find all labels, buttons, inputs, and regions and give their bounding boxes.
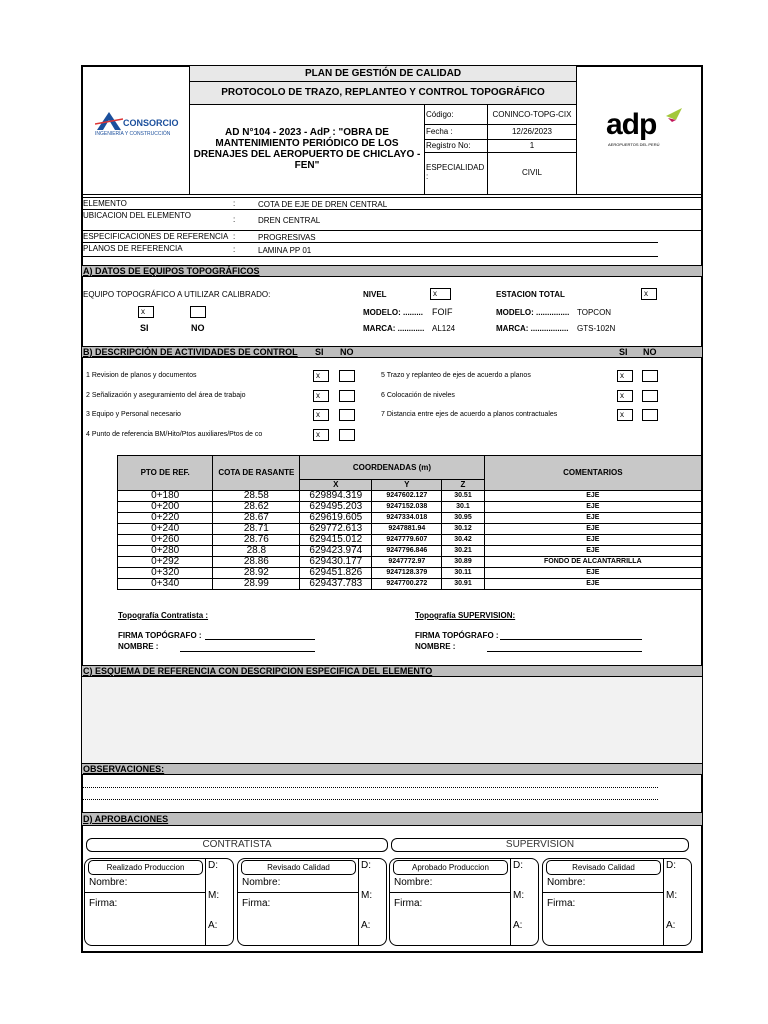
observaciones-title: OBSERVACIONES: <box>83 764 165 774</box>
approval-month-label: M: <box>513 890 525 901</box>
project-name: AD N°104 - 2023 - AdP : "OBRA DE MANTENIMIENTO PERIÓDICO DE LOS DRENAJES DEL AEROPUERTO DE CHICLAYO - FEN" <box>193 127 421 171</box>
codigo-value: CONINCO-TOPG-CIX <box>492 110 572 119</box>
info-value: LAMINA PP 01 <box>258 246 312 255</box>
nivel-checkbox[interactable]: x <box>430 288 451 300</box>
cell-pto: 0+220 <box>118 513 213 524</box>
table-row <box>118 491 702 502</box>
cell-pto: 0+260 <box>118 535 213 546</box>
col-header-cota: COTA DE RASANTE <box>213 456 300 491</box>
cell-cota: 28.86 <box>213 557 300 568</box>
cell-x: 629437.783 <box>300 579 372 590</box>
cell-y: 9247128.379 <box>372 568 442 579</box>
section-a-title: A) DATOS DE EQUIPOS TOPOGRÁFICOS <box>83 266 260 276</box>
approval-box-title: Aprobado Produccion <box>412 863 489 872</box>
cell-cota: 28.8 <box>213 546 300 557</box>
approval-nombre-label: Nombre: <box>394 877 433 888</box>
nivel-modelo-value: FOIF <box>432 307 453 317</box>
cell-z: 30.21 <box>442 546 484 557</box>
table-row <box>118 502 702 513</box>
cell-z: 30.42 <box>442 535 484 546</box>
col-header-pto: PTO DE REF. <box>118 456 213 491</box>
contratista-header: CONTRATISTA <box>202 839 272 850</box>
firma-topografo-label: FIRMA TOPÓGRAFO : <box>415 631 499 640</box>
doc-title: PLAN DE GESTIÓN DE CALIDAD <box>304 68 462 79</box>
registro-value: 1 <box>529 141 535 150</box>
calibrado-no-checkbox[interactable] <box>190 306 206 318</box>
approval-day-label: D: <box>513 860 523 871</box>
cell-cota: 28.71 <box>213 524 300 535</box>
cell-x: 629495.203 <box>300 502 372 513</box>
cell-pto: 0+240 <box>118 524 213 535</box>
table-row <box>118 546 702 557</box>
cell-y: 9247796.846 <box>372 546 442 557</box>
cell-comentario: EJE <box>484 513 701 524</box>
nivel-label: NIVEL <box>363 290 387 299</box>
cell-x: 629451.826 <box>300 568 372 579</box>
estacion-label: ESTACION TOTAL <box>496 290 565 299</box>
approval-firma-label: Firma: <box>242 898 271 909</box>
coordinates-table <box>117 455 702 590</box>
table-row <box>118 524 702 535</box>
especialidad-value: CIVIL <box>521 168 542 177</box>
firma-topografo-label: FIRMA TOPÓGRAFO : <box>118 631 202 640</box>
nivel-marca-value: AL124 <box>432 324 456 333</box>
esquema-area[interactable] <box>82 677 702 763</box>
activity-no-checkbox[interactable] <box>339 409 355 421</box>
cell-y: 9247700.272 <box>372 579 442 590</box>
info-label: PLANOS DE REFERENCIA <box>83 244 183 253</box>
info-colon: : <box>233 232 236 241</box>
fecha-label: Fecha : <box>426 127 453 136</box>
estacion-modelo-value: TOPCON <box>577 308 612 317</box>
no-header: NO <box>643 347 657 357</box>
cell-z: 30.51 <box>442 491 484 502</box>
approval-day-label: D: <box>666 860 676 871</box>
approval-year-label: A: <box>208 920 218 931</box>
nivel-marca-label: MARCA: ............ <box>363 324 425 333</box>
cell-y: 9247772.97 <box>372 557 442 568</box>
cell-z: 30.91 <box>442 579 484 590</box>
approval-firma-label: Firma: <box>394 898 423 909</box>
table-row <box>118 579 702 590</box>
approval-box <box>237 858 387 946</box>
approval-month-label: M: <box>361 890 373 901</box>
activity-item: 1 Revision de planos y documentos <box>86 372 197 379</box>
cell-y: 9247152.038 <box>372 502 442 513</box>
activity-si-checkbox[interactable]: x <box>617 409 633 421</box>
approval-nombre-label: Nombre: <box>242 877 281 888</box>
activity-si-checkbox[interactable]: x <box>617 370 633 382</box>
cell-comentario: EJE <box>484 524 701 535</box>
activity-item: 2 Señalización y aseguramiento del área de trabajo <box>86 392 246 399</box>
adp-logo <box>604 108 684 156</box>
consorcio-logo <box>93 108 188 140</box>
approval-day-label: D: <box>208 860 218 871</box>
activity-si-checkbox[interactable]: x <box>313 390 329 402</box>
approval-month-label: M: <box>208 890 220 901</box>
approval-nombre-label: Nombre: <box>89 877 128 888</box>
activity-item: 5 Trazo y replanteo de ejes de acuerdo a planos <box>381 372 531 379</box>
adp-logo-text: adp <box>606 108 657 141</box>
calibrado-si-checkbox[interactable]: x <box>138 306 154 318</box>
estacion-marca-value: GTS-102N <box>577 324 616 333</box>
approval-box <box>389 858 539 946</box>
activity-no-checkbox[interactable] <box>642 370 658 382</box>
estacion-checkbox[interactable]: x <box>641 288 657 300</box>
cell-x: 629619.605 <box>300 513 372 524</box>
col-header-coordenadas: COORDENADAS (m) <box>300 456 484 480</box>
adp-logo-sub: AEROPUERTOS DEL PERÚ <box>608 142 660 147</box>
si-label: SI <box>140 323 149 333</box>
activity-no-checkbox[interactable] <box>339 390 355 402</box>
cell-x: 629772.613 <box>300 524 372 535</box>
nombre-label: NOMBRE : <box>415 642 456 651</box>
cell-pto: 0+292 <box>118 557 213 568</box>
cell-pto: 0+200 <box>118 502 213 513</box>
activity-no-checkbox[interactable] <box>642 409 658 421</box>
section-b-title: B) DESCRIPCIÓN DE ACTIVIDADES DE CONTROL <box>83 347 298 357</box>
approval-box-title: Revisado Calidad <box>267 863 330 872</box>
info-label: ESPECIFICACIONES DE REFERENCIA <box>83 232 229 241</box>
cell-comentario: FONDO DE ALCANTARRILLA <box>484 557 701 568</box>
table-row <box>118 568 702 579</box>
cell-x: 629415.012 <box>300 535 372 546</box>
activity-si-checkbox[interactable]: x <box>313 370 329 382</box>
info-value: DREN CENTRAL <box>258 216 321 225</box>
cell-cota: 28.76 <box>213 535 300 546</box>
cell-comentario: EJE <box>484 568 701 579</box>
approval-day-label: D: <box>361 860 371 871</box>
approval-box-title: Revisado Calidad <box>572 863 635 872</box>
activity-si-checkbox[interactable]: x <box>313 429 329 441</box>
cell-z: 30.1 <box>442 502 484 513</box>
col-header-comentarios: COMENTARIOS <box>484 456 701 491</box>
cell-z: 30.11 <box>442 568 484 579</box>
cell-y: 9247779.607 <box>372 535 442 546</box>
si-header: SI <box>315 347 324 357</box>
activity-no-checkbox[interactable] <box>642 390 658 402</box>
cell-cota: 28.58 <box>213 491 300 502</box>
activity-si-checkbox[interactable]: x <box>313 409 329 421</box>
topografia-contratista-label: Topografía Contratista : <box>118 611 209 620</box>
cell-comentario: EJE <box>484 546 701 557</box>
approval-box-title: Realizado Produccion <box>106 863 185 872</box>
info-label: ELEMENTO <box>83 199 127 208</box>
cell-z: 30.95 <box>442 513 484 524</box>
section-c-title: C) ESQUEMA DE REFERENCIA CON DESCRIPCION ESPECIFICA DEL ELEMENTO <box>83 666 433 676</box>
info-colon: : <box>233 215 236 224</box>
table-row <box>118 535 702 546</box>
cell-cota: 28.99 <box>213 579 300 590</box>
no-label: NO <box>191 323 205 333</box>
col-header-z: Z <box>442 480 484 491</box>
info-colon: : <box>233 199 236 208</box>
no-header: NO <box>340 347 354 357</box>
activity-item: 6 Colocación de niveles <box>381 392 455 399</box>
approval-firma-label: Firma: <box>89 898 118 909</box>
consorcio-logo-text: CONSORCIO <box>123 118 179 128</box>
cell-x: 629894.319 <box>300 491 372 502</box>
section-d-title: D) APROBACIONES <box>83 814 169 824</box>
info-value: COTA DE EJE DE DREN CENTRAL <box>258 200 388 209</box>
fecha-value: 12/26/2023 <box>511 127 553 136</box>
cell-comentario: EJE <box>484 491 701 502</box>
table-row <box>118 557 702 568</box>
cell-y: 9247881.94 <box>372 524 442 535</box>
estacion-modelo-label: MODELO: ............... <box>496 308 570 317</box>
cell-cota: 28.62 <box>213 502 300 513</box>
info-label: UBICACION DEL ELEMENTO <box>83 211 192 220</box>
approval-box <box>542 858 692 946</box>
approval-box <box>84 858 234 946</box>
col-header-y: Y <box>372 480 442 491</box>
cell-x: 629423.974 <box>300 546 372 557</box>
supervision-header: SUPERVISION <box>505 839 575 850</box>
cell-pto: 0+340 <box>118 579 213 590</box>
info-colon: : <box>233 245 236 254</box>
activity-no-checkbox[interactable] <box>339 370 355 382</box>
registro-label: Registro No: <box>426 141 471 150</box>
approval-year-label: A: <box>666 920 676 931</box>
cell-x: 629430.177 <box>300 557 372 568</box>
consorcio-logo-icon <box>95 110 123 132</box>
info-value: PROGRESIVAS <box>258 233 316 242</box>
nombre-label: NOMBRE : <box>118 642 159 651</box>
cell-pto: 0+280 <box>118 546 213 557</box>
si-header: SI <box>619 347 628 357</box>
doc-subtitle: PROTOCOLO DE TRAZO, REPLANTEO Y CONTROL TOPOGRÁFICO <box>221 87 545 98</box>
cell-y: 9247602.127 <box>372 491 442 502</box>
table-row <box>118 513 702 524</box>
cell-pto: 0+320 <box>118 568 213 579</box>
approval-year-label: A: <box>513 920 523 931</box>
activity-item: 3 Equipo y Personal necesario <box>86 411 181 418</box>
cell-z: 30.89 <box>442 557 484 568</box>
equipo-label: EQUIPO TOPOGRÁFICO A UTILIZAR CALIBRADO: <box>83 290 271 299</box>
activity-item: 4 Punto de referencia BM/Hito/Ptos auxiliares/Ptos de co <box>86 431 263 438</box>
activity-si-checkbox[interactable]: x <box>617 390 633 402</box>
cell-comentario: EJE <box>484 502 701 513</box>
topografia-supervision-label: Topografía SUPERVISION: <box>415 611 516 620</box>
cell-comentario: EJE <box>484 579 701 590</box>
cell-comentario: EJE <box>484 535 701 546</box>
col-header-x: X <box>300 480 372 491</box>
cell-pto: 0+180 <box>118 491 213 502</box>
cell-z: 30.12 <box>442 524 484 535</box>
especialidad-label: ESPECIALIDAD : <box>426 163 485 181</box>
cell-cota: 28.92 <box>213 568 300 579</box>
consorcio-logo-sub: INGENIERÍA Y CONSTRUCCIÓN <box>95 131 171 137</box>
cell-cota: 28.67 <box>213 513 300 524</box>
approval-month-label: M: <box>666 890 678 901</box>
approval-year-label: A: <box>361 920 371 931</box>
activity-no-checkbox[interactable] <box>339 429 355 441</box>
codigo-label: Código: <box>426 110 454 119</box>
cell-y: 9247334.018 <box>372 513 442 524</box>
nivel-modelo-label: MODELO: ......... <box>363 308 423 317</box>
approval-firma-label: Firma: <box>547 898 576 909</box>
estacion-marca-label: MARCA: ................. <box>496 324 569 333</box>
approval-nombre-label: Nombre: <box>547 877 586 888</box>
adp-logo-mark <box>666 108 682 122</box>
activity-item: 7 Distancia entre ejes de acuerdo a planos contractuales <box>381 411 558 418</box>
